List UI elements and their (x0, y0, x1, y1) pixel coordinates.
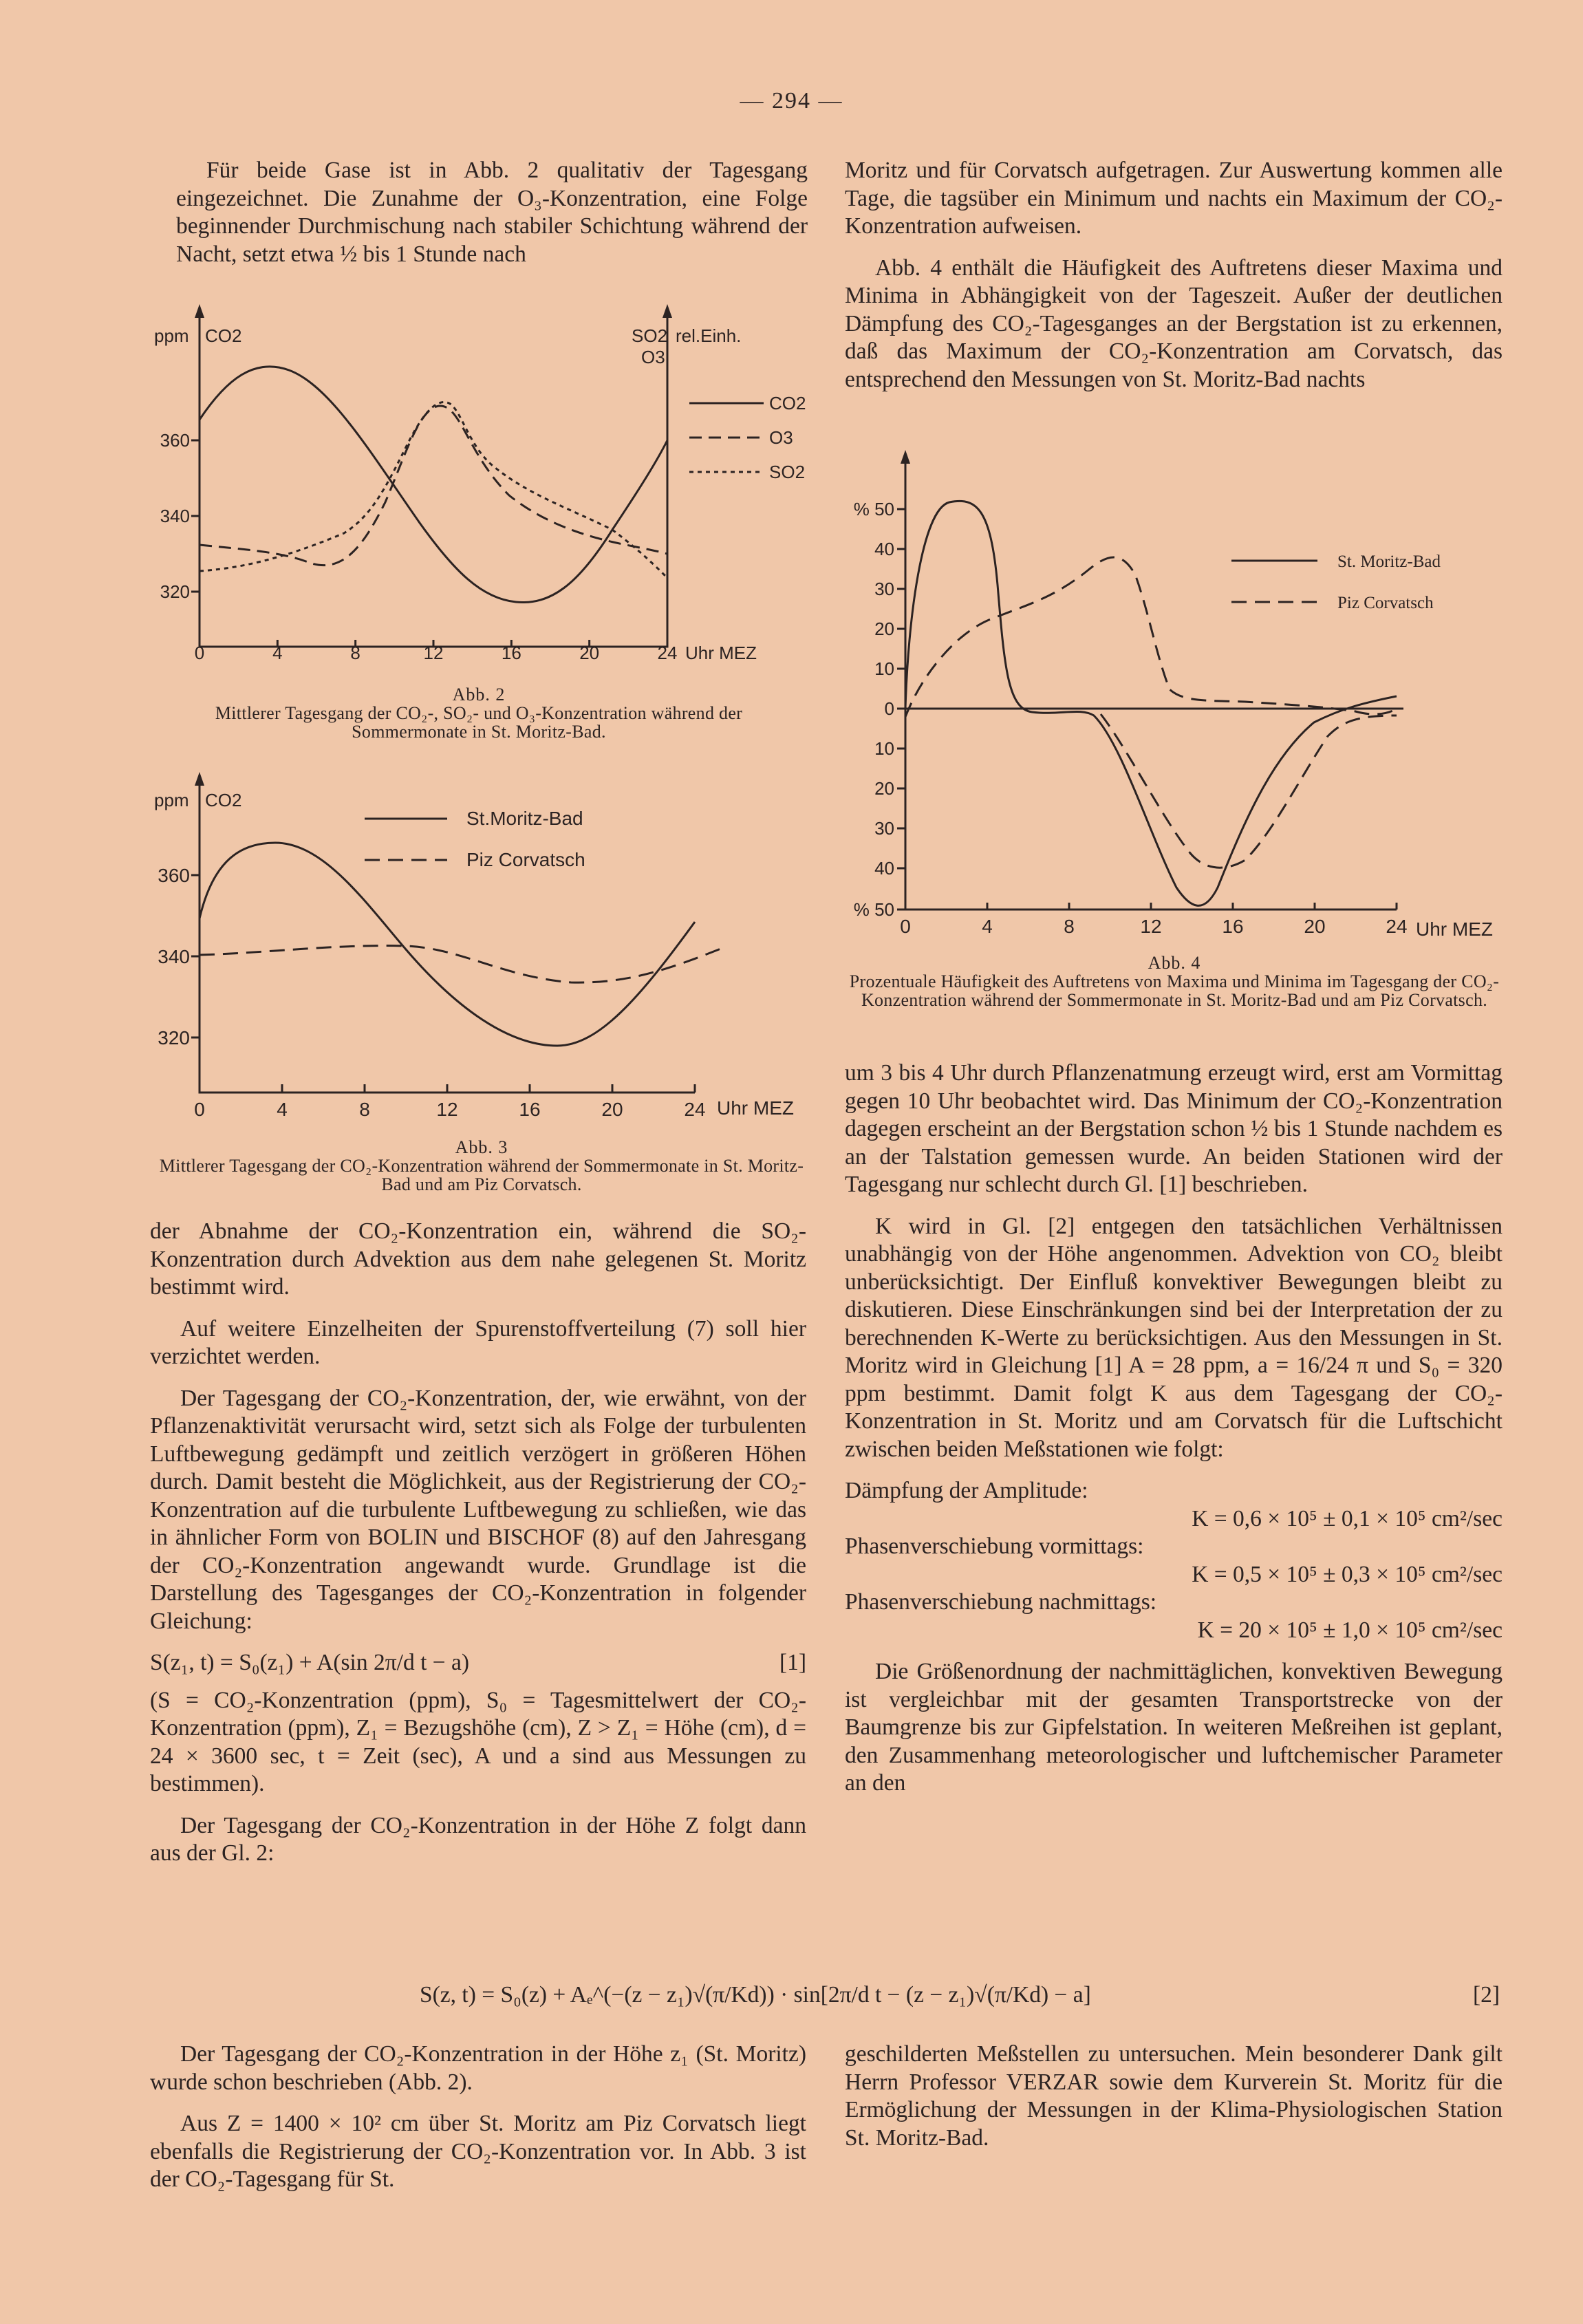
figure-4-caption-title: Abb. 4 (1148, 953, 1201, 973)
x-tick-label: 24 (684, 1099, 706, 1120)
figure-3 (144, 764, 819, 1149)
figure-4-caption-text: Prozentuale Häufigkeit des Auftretens von Maxima und Minima im Tagesgang der CO₂-Konzentration während der Sommermonate in St. Moritz-Bad und am Piz Corvatsch. (849, 971, 1500, 1010)
fig3-st-moritz-curve (200, 843, 695, 1046)
figure-3-caption (151, 1138, 812, 1194)
x-tick-label: 20 (579, 643, 600, 663)
result-label: Phasenverschiebung nachmittags: (845, 1589, 1157, 1615)
fig4-corvatsch-curve (905, 557, 1397, 868)
paragraph: geschilderten Meßstellen zu untersuchen. Mein besonderer Dank gilt Herrn Professor VERZAR sowie dem Kurverein St. Moritz für die Ermöglichung der Messungen in der Klima-Physiologischen Station St. Moritz-Bad. (845, 2041, 1503, 2151)
result-value: K = 0,6 × 10⁵ ± 0,1 × 10⁵ cm²/sec (1192, 1505, 1503, 1531)
right-column-end (845, 2041, 1503, 2166)
fig3-x-ticks (194, 1084, 705, 1120)
paragraph: um 3 bis 4 Uhr durch Pflanzenatmung erzeugt wird, erst am Vormittag gegen 10 Uhr beobachtet wird. Das Minimum der CO₂-Konzentration dagegen erscheint an der Bergstation schon ½ bis 1 Stunde nachdem es an der Talstation gemessen wurde. An beiden Stationen wird der Tagesgang nur schlecht durch Gl. [1] beschrieben. (845, 1060, 1503, 1197)
fig3-legend-st-moritz: St.Moritz-Bad (466, 808, 583, 829)
y-tick-label: 20 (874, 618, 894, 639)
paragraph: der Abnahme der CO₂-Konzentration ein, während die SO₂-Konzentration durch Advektion aus dem nahe gelegenen St. Moritz bestimmt wird. (150, 1218, 806, 1300)
fig4-legend-st-moritz: St. Moritz-Bad (1337, 552, 1441, 571)
fig4-legend-corvatsch: Piz Corvatsch (1337, 594, 1434, 612)
x-tick-label: 4 (982, 916, 993, 937)
x-tick-label: 20 (1304, 916, 1326, 937)
x-tick-label: 4 (277, 1099, 288, 1120)
fig3-y-ticks (158, 865, 200, 1048)
arrow-icon (195, 772, 204, 786)
y-tick-label: 40 (874, 858, 894, 879)
x-tick-label: 12 (436, 1099, 458, 1120)
right-column-middle (845, 1059, 1503, 1811)
figure-2 (144, 296, 819, 681)
y-tick-label: 340 (160, 506, 190, 526)
paragraph: Der Tagesgang der CO₂-Konzentration in der Höhe Z folgt dann aus der Gl. 2: (150, 1812, 806, 1866)
x-tick-label: 0 (194, 643, 205, 663)
fig2-legend-o3: O3 (769, 427, 793, 448)
x-tick-label: 8 (359, 1099, 370, 1120)
y-tick-label: 20 (874, 778, 894, 799)
fig3-axes (200, 777, 695, 1093)
x-tick-label: 8 (350, 643, 360, 663)
paragraph: Der Tagesgang der CO₂-Konzentration, der, wie erwähnt, von der Pflanzenaktivität verursacht wird, setzt sich als Folge der turbulenten Luftbewegung gedämpft und zeitlich verzögert in größeren Höhen durch. Damit besteht die Möglichkeit, aus der Registrierung der CO₂-Konzentration auf die turbulente Luftbewegung zu schließen, wie das in ähnlicher Form von BOLIN und BISCHOF (8) auf den Jahresgang der CO₂-Konzentration angewandt wurde. Grundlage ist die Darstellung des Tagesganges der CO₂-Konzentration in folgender Gleichung: (150, 1385, 806, 1634)
fig3-x-unit: Uhr MEZ (717, 1097, 794, 1119)
y-tick-label: 320 (158, 1027, 190, 1048)
result-value: K = 0,5 × 10⁵ ± 0,3 × 10⁵ cm²/sec (1192, 1561, 1503, 1587)
x-tick-label: 16 (501, 643, 521, 663)
page-number: — 294 — (740, 88, 843, 114)
fig2-y-ticks (160, 430, 200, 602)
figure-2-caption (176, 685, 782, 741)
result-label: Dämpfung der Amplitude: (845, 1478, 1088, 1503)
figure-4 (832, 447, 1520, 963)
x-tick-label: 16 (519, 1099, 541, 1120)
x-tick-label: 8 (1064, 916, 1075, 937)
fig2-x-ticks (195, 640, 678, 663)
fig2-legend-co2: CO2 (769, 393, 806, 413)
x-tick-label: 24 (1386, 916, 1408, 937)
result-label: Phasenverschiebung vormittags: (845, 1534, 1144, 1559)
fig2-left-unit: ppm (154, 325, 189, 346)
x-tick-label: 4 (272, 643, 283, 663)
y-tick-label: 10 (874, 738, 894, 759)
fig4-x-ticks (900, 903, 1407, 937)
left-column-top (176, 157, 808, 282)
x-tick-label: 16 (1222, 916, 1244, 937)
y-tick-label: 0 (884, 698, 894, 719)
fig4-x-unit: Uhr MEZ (1416, 918, 1493, 940)
paragraph: Der Tagesgang der CO₂-Konzentration in der Höhe z₁ (St. Moritz) wurde schon beschrieben (Abb. 2). (150, 2041, 806, 2095)
fig2-co2-curve (200, 367, 667, 603)
left-column-end (150, 2041, 806, 2208)
fig2-right-axis-o3: O3 (641, 347, 665, 367)
arrow-icon (901, 450, 910, 464)
y-tick-label: % 50 (853, 499, 894, 519)
y-tick-label: 340 (158, 946, 190, 967)
fig2-right-axis-so2: SO2 (632, 325, 668, 346)
figure-2-caption-text: Mittlerer Tagesgang der CO₂-, SO₂- und O₃-Konzentration während der Sommermonate in St. Moritz-Bad. (215, 703, 743, 742)
y-tick-label: 10 (874, 658, 894, 679)
result-2 (845, 1533, 1503, 1589)
equation-1-legend: (S = CO₂-Konzentration (ppm), S₀ = Tagesmittelwert der CO₂-Konzentration (ppm), Z₁ = Bezugshöhe (cm), Z > Z₁ = Höhe (cm), d = 24 × 3600 sec, t = Zeit (sec), A und a sind aus Messungen zu bestimmen). (150, 1687, 806, 1796)
fig3-left-unit: ppm (154, 790, 189, 810)
fig4-st-moritz-curve (905, 501, 1397, 905)
fig2-legend-so2: SO2 (769, 462, 806, 482)
figure-3-caption-title: Abb. 3 (455, 1137, 508, 1157)
x-tick-label: 24 (657, 643, 678, 663)
paragraph: Moritz und für Corvatsch aufgetragen. Zur Auswertung kommen alle Tage, die tagsüber ein Minimum und nachts ein Maximum der CO₂-Konzentration aufweisen. (845, 158, 1503, 239)
fig2-right-unit: rel.Einh. (676, 325, 742, 346)
fig4-y-ticks (854, 499, 905, 920)
x-tick-label: 20 (601, 1099, 623, 1120)
paragraph: K wird in Gl. [2] entgegen den tatsächlichen Verhältnissen unabhängig von der Höhe angenommen. Advektion von CO₂ bleibt unberücksichtigt. Der Einfluß konvektiver Bewegungen bleibt zu diskutieren. Diese Einschränkungen sind bei der Interpretation der zu berechnenden K-Werte zu berücksichtigen. Aus den Messungen in St. Moritz wird in Gleichung [1] A = 28 ppm, a = 16/24 π und S₀ = 320 ppm bestimmt. Damit folgt K aus dem Tagesgang der CO₂-Konzentration in St. Moritz und am Corvatsch für die Luftschicht zwischen beiden Meßstationen wie folgt: (845, 1213, 1503, 1462)
paragraph: Abb. 4 enthält die Häufigkeit des Auftretens dieser Maxima und Minima in Abhängigkeit von der Tageszeit. Außer der deutlichen Dämpfung des CO₂-Tagesganges an der Bergstation ist zu erkennen, daß das Maximum der CO₂-Konzentration am Corvatsch, das entsprechend den Messungen von St. Moritz-Bad nachts (845, 255, 1503, 392)
fig3-left-axis: CO2 (205, 790, 242, 810)
arrow-icon (663, 304, 672, 318)
x-tick-label: 12 (1140, 916, 1162, 937)
result-1 (845, 1477, 1503, 1533)
x-tick-label: 0 (194, 1099, 205, 1120)
paragraph: Aus Z = 1400 × 10² cm über St. Moritz am Piz Corvatsch liegt ebenfalls die Registrierung der CO₂-Konzentration vor. In Abb. 3 ist der CO₂-Tagesgang für St. (150, 2111, 806, 2192)
y-tick-label: 30 (874, 579, 894, 599)
left-column-bottom (150, 1218, 806, 1882)
fig3-corvatsch-curve (200, 946, 722, 983)
paragraph: Für beide Gase ist in Abb. 2 qualitativ der Tagesgang eingezeichnet. Die Zunahme der O₃-Konzentration, eine Folge beginnender Durchmischung nach stabiler Schichtung während der Nacht, setzt etwa ½ bis 1 Stunde nach (176, 158, 808, 267)
paragraph: Auf weitere Einzelheiten der Spurenstoffverteilung (7) soll hier verzichtet werden. (150, 1315, 806, 1369)
y-tick-label: 360 (158, 865, 190, 886)
right-column-top (845, 157, 1503, 407)
fig2-left-axis: CO2 (205, 325, 242, 346)
figure-2-caption-title: Abb. 2 (452, 685, 506, 704)
arrow-icon (195, 304, 204, 318)
equation-2-number: [2] (1472, 1982, 1500, 2008)
fig3-legend-corvatsch: Piz Corvatsch (466, 849, 585, 870)
figure-4-caption (841, 954, 1508, 1009)
equation-2-text: S(z, t) = S₀(z) + Aₑ^(−(z − z₁)√(π/Kd)) · sin[2π/d t − (z − z₁)√(π/Kd) − a] (420, 1982, 1091, 2008)
figure-3-caption-text: Mittlerer Tagesgang der CO₂-Konzentration während der Sommermonate in St. Moritz-Bad und am Piz Corvatsch. (159, 1156, 804, 1194)
x-tick-label: 12 (423, 643, 444, 663)
result-value: K = 20 × 10⁵ ± 1,0 × 10⁵ cm²/sec (1197, 1617, 1503, 1643)
equation-1-number: [1] (779, 1650, 806, 1675)
y-tick-label: 320 (160, 581, 190, 602)
y-tick-label: 30 (874, 818, 894, 839)
result-3 (845, 1589, 1503, 1644)
y-tick-label: % 50 (853, 899, 894, 920)
y-tick-label: 40 (874, 539, 894, 559)
equation-1 (150, 1649, 806, 1677)
equation-1-text: S(z₁, t) = S₀(z₁) + A(sin 2π/d t − a) (150, 1650, 470, 1675)
y-tick-label: 360 (160, 430, 190, 451)
fig2-x-unit: Uhr MEZ (685, 643, 757, 663)
fig2-axes (200, 310, 667, 647)
paragraph: Die Größenordnung der nachmittäglichen, konvektiven Bewegung ist vergleichbar mit der gesamten Transportstrecke von der Baumgrenze bis zur Gipfelstation. In weiteren Meßreihen ist geplant, den Zusammenhang meteorologischer und luftchemischer Parameter an den (845, 1659, 1503, 1796)
equation-2 (420, 1981, 1500, 2009)
x-tick-label: 0 (900, 916, 911, 937)
